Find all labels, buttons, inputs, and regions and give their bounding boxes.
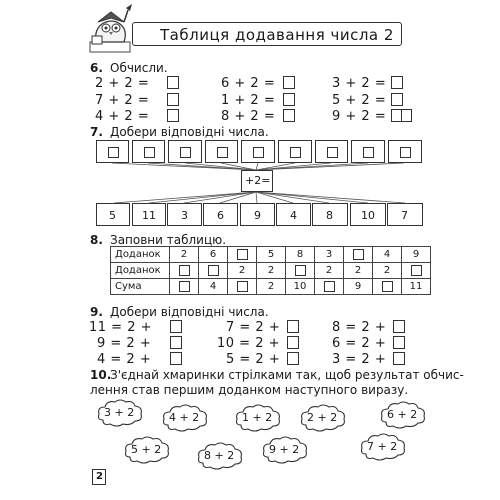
number-box-value: 8 (326, 209, 333, 222)
cloud-label[interactable]: 8 + 2 (204, 449, 235, 462)
table-cell: 2 (257, 279, 286, 295)
table-cell: 2 (373, 263, 402, 279)
table-cell: 6 (199, 247, 228, 263)
number-box-value: 10 (361, 209, 375, 222)
table-cell: 3 (315, 247, 344, 263)
task9-eq-2-1: 7 = 2 + (226, 320, 281, 335)
task6-eq-3-3: 9 + 2 = (332, 109, 387, 124)
plus-two-operator: +2= (245, 174, 271, 187)
task6-eq-3-1: 3 + 2 = (332, 76, 387, 91)
task6-eq-2-2: 1 + 2 = (221, 93, 276, 108)
number-box-value: 11 (142, 209, 156, 222)
task10-line-1: З'єднай хмаринки стрілками так, щоб результат обчис- (110, 368, 464, 382)
task9-heading: Добери відповідні числа. (110, 305, 269, 319)
task6-eq-1-3: 4 + 2 = (95, 109, 150, 124)
cloud-label[interactable]: 7 + 2 (367, 440, 398, 453)
table-cell: 2 (257, 263, 286, 279)
cloud-label[interactable]: 1 + 2 (242, 411, 273, 424)
task6-eq-1-2: 7 + 2 = (95, 93, 150, 108)
cloud-label[interactable]: 3 + 2 (104, 406, 135, 419)
task9-eq-1-1: 11 = 2 + (89, 320, 152, 335)
task10-number: 10. (90, 368, 112, 382)
task6-heading: Обчисли. (110, 61, 168, 75)
table-cell: 2 (344, 263, 373, 279)
cloud-label[interactable]: 2 + 2 (307, 411, 338, 424)
task9-eq-2-2: 10 = 2 + (217, 336, 280, 351)
task6-eq-1-1: 2 + 2 = (95, 76, 150, 91)
number-box-value: 4 (290, 209, 297, 222)
cloud-label[interactable]: 5 + 2 (131, 443, 162, 456)
row-label: Доданок (111, 263, 170, 279)
task9-eq-3-1: 8 = 2 + (332, 320, 387, 335)
task9-number: 9. (90, 305, 103, 319)
table-cell: 4 (199, 279, 228, 295)
number-box-value: 5 (109, 209, 116, 222)
table-cell: 9 (402, 247, 431, 263)
row-label: Доданок (111, 247, 170, 263)
table-cell: 8 (286, 247, 315, 263)
number-box-value: 3 (181, 209, 188, 222)
task9-eq-2-3: 5 = 2 + (226, 352, 281, 367)
task9-eq-1-2: 9 = 2 + (97, 336, 152, 351)
table-cell: 2 (315, 263, 344, 279)
task9-eq-1-3: 4 = 2 + (97, 352, 152, 367)
cloud-label[interactable]: 4 + 2 (169, 411, 200, 424)
task9-eq-3-3: 3 = 2 + (332, 352, 387, 367)
table-cell: 11 (402, 279, 431, 295)
task6-eq-2-1: 6 + 2 = (221, 76, 276, 91)
task6-eq-3-2: 5 + 2 = (332, 93, 387, 108)
table-cell: 2 (228, 263, 257, 279)
task6-eq-2-3: 8 + 2 = (221, 109, 276, 124)
task8-number: 8. (90, 233, 103, 247)
number-box-value: 7 (401, 209, 408, 222)
cloud-label[interactable]: 9 + 2 (269, 443, 300, 456)
task7-number: 7. (90, 125, 103, 139)
table-cell: 4 (373, 247, 402, 263)
task8-heading: Заповни таблицю. (110, 233, 227, 247)
task6-number: 6. (90, 61, 103, 75)
table-cell: 2 (170, 247, 199, 263)
page-number: 2 (96, 471, 103, 482)
cloud-label[interactable]: 6 + 2 (387, 408, 418, 421)
task7-heading: Добери відповідні числа. (110, 125, 269, 139)
row-label: Сума (111, 279, 170, 295)
table-cell: 9 (344, 279, 373, 295)
number-box-value: 9 (254, 209, 261, 222)
table-cell: 10 (286, 279, 315, 295)
page-title: Таблиця додавання числа 2 (160, 26, 394, 44)
number-box-value: 6 (217, 209, 224, 222)
table-cell: 5 (257, 247, 286, 263)
task10-line-2: лення став першим доданком наступного виразу. (90, 383, 409, 397)
task9-eq-3-2: 6 = 2 + (332, 336, 387, 351)
